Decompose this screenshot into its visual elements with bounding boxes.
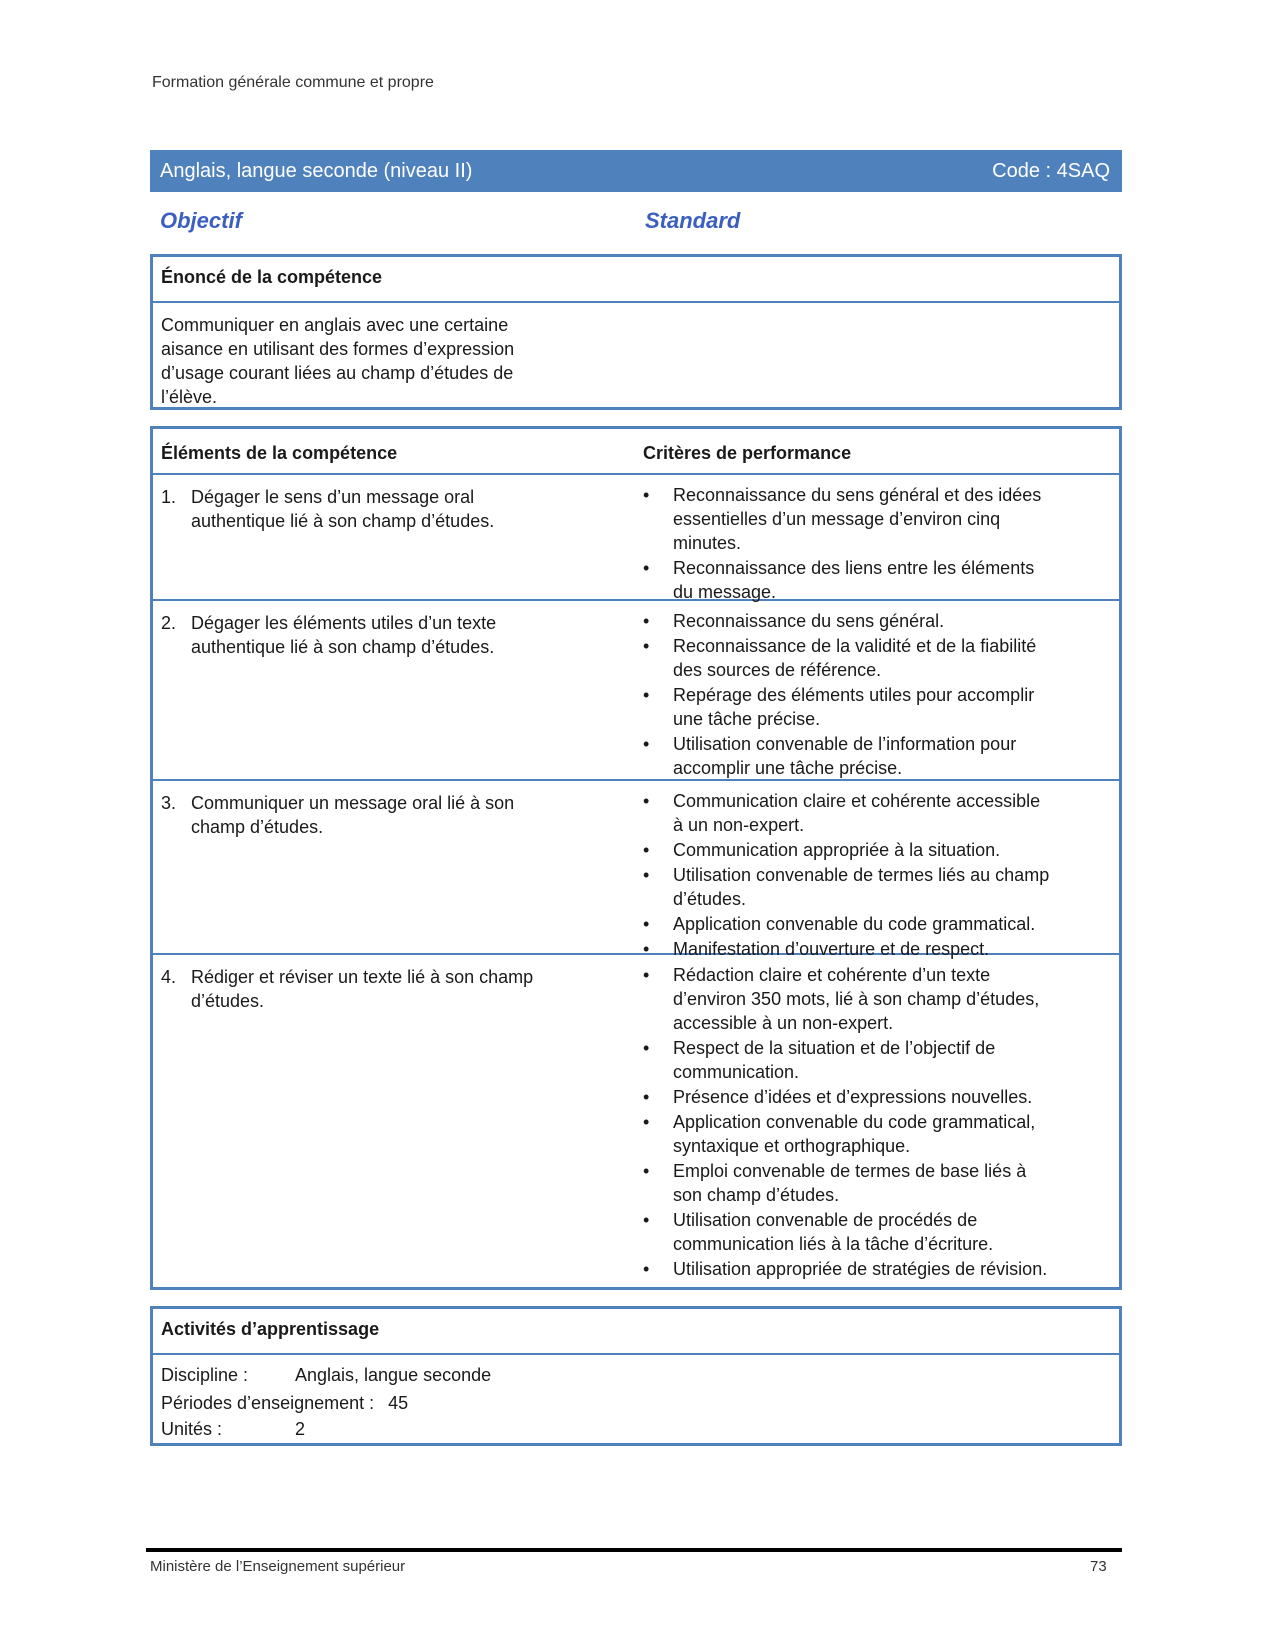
element-row bbox=[153, 781, 1119, 959]
element-number: 1. bbox=[161, 487, 177, 507]
element-line: Rédiger et réviser un texte lié à son champ bbox=[191, 967, 534, 987]
element-line: champ d’études. bbox=[191, 817, 324, 837]
criterion-line: Utilisation convenable de termes liés au champ bbox=[673, 865, 1050, 885]
criterion-line: Rédaction claire et cohérente d’un texte bbox=[673, 965, 991, 985]
element-description bbox=[191, 485, 581, 533]
bullet-icon: • bbox=[643, 840, 650, 860]
criteria-list bbox=[643, 609, 1103, 781]
discipline-line bbox=[161, 1365, 491, 1386]
criterion-line: d’études. bbox=[673, 889, 747, 909]
element-line: Dégager les éléments utiles d’un texte bbox=[191, 613, 497, 633]
criterion-line: du message. bbox=[673, 582, 777, 602]
heading-standard: Standard bbox=[645, 208, 741, 233]
bullet-icon: • bbox=[643, 965, 650, 985]
bullet-icon: • bbox=[643, 1161, 650, 1181]
element-line: authentique lié à son champ d’études. bbox=[191, 637, 495, 657]
criterion-line: Application convenable du code grammatical. bbox=[673, 914, 1036, 934]
criterion-line: Repérage des éléments utiles pour accomplir bbox=[673, 685, 1035, 705]
criterion-item bbox=[643, 1036, 1103, 1084]
element-row bbox=[153, 475, 1119, 601]
unites-line bbox=[161, 1419, 305, 1440]
element-line: d’études. bbox=[191, 991, 265, 1011]
bullet-icon: • bbox=[643, 1210, 650, 1230]
criterion-item bbox=[643, 863, 1103, 911]
page-number: 73 bbox=[1090, 1558, 1107, 1575]
criterion-item bbox=[643, 912, 1103, 936]
element-line: authentique lié à son champ d’études. bbox=[191, 511, 495, 531]
criterion-item bbox=[643, 683, 1103, 731]
criteria-list bbox=[643, 789, 1103, 962]
bullet-icon: • bbox=[643, 791, 650, 811]
bullet-icon: • bbox=[643, 558, 650, 578]
criterion-item bbox=[643, 556, 1103, 604]
criterion-line: syntaxique et orthographique. bbox=[673, 1136, 911, 1156]
criterion-line: Utilisation convenable de procédés de bbox=[673, 1210, 978, 1230]
criterion-line: Communication claire et cohérente accessible bbox=[673, 791, 1041, 811]
enonce-line: l’élève. bbox=[161, 387, 218, 407]
criteria-list bbox=[643, 963, 1103, 1282]
discipline-label: Discipline : bbox=[161, 1365, 249, 1385]
element-line: Communiquer un message oral lié à son bbox=[191, 793, 515, 813]
criterion-line: minutes. bbox=[673, 533, 742, 553]
criterion-line: Reconnaissance du sens général et des idées bbox=[673, 485, 1042, 505]
criterion-line: Utilisation convenable de l’information pour bbox=[673, 734, 1017, 754]
enonce-box bbox=[150, 254, 1122, 410]
criterion-item bbox=[643, 732, 1103, 780]
criterion-item bbox=[643, 789, 1103, 837]
footer-ministry: Ministère de l’Enseignement supérieur bbox=[150, 1558, 406, 1575]
element-number: 2. bbox=[161, 613, 177, 633]
criterion-line: Utilisation appropriée de stratégies de révision. bbox=[673, 1259, 1048, 1279]
element-description bbox=[191, 965, 581, 1013]
criterion-line: à un non-expert. bbox=[673, 815, 805, 835]
bullet-icon: • bbox=[643, 1259, 650, 1279]
criterion-line: Reconnaissance de la validité et de la fiabilité bbox=[673, 636, 1037, 656]
elements-column-header: Éléments de la compétence bbox=[161, 443, 398, 463]
criterion-line: des sources de référence. bbox=[673, 660, 882, 680]
bullet-icon: • bbox=[643, 865, 650, 885]
unites-value: 2 bbox=[295, 1419, 306, 1439]
criterion-line: d’environ 350 mots, lié à son champ d’études, bbox=[673, 989, 1040, 1009]
criterion-line: Emploi convenable de termes de base liés à bbox=[673, 1161, 1027, 1181]
criterion-line: essentielles d’un message d’environ cinq bbox=[673, 509, 1001, 529]
criterion-item bbox=[643, 483, 1103, 555]
periodes-label: Périodes d’enseignement : bbox=[161, 1393, 375, 1413]
bullet-icon: • bbox=[643, 485, 650, 505]
course-code: Code : 4SAQ bbox=[992, 159, 1110, 182]
criterion-item bbox=[643, 1159, 1103, 1207]
bullet-icon: • bbox=[643, 636, 650, 656]
bullet-icon: • bbox=[643, 1038, 650, 1058]
element-line: Dégager le sens d’un message oral bbox=[191, 487, 475, 507]
element-row bbox=[153, 601, 1119, 781]
discipline-value: Anglais, langue seconde bbox=[295, 1365, 492, 1385]
elements-table-header bbox=[153, 429, 1119, 475]
bullet-icon: • bbox=[643, 611, 650, 631]
criterion-line: Reconnaissance du sens général. bbox=[673, 611, 945, 631]
criterion-line: une tâche précise. bbox=[673, 709, 821, 729]
activites-box bbox=[150, 1306, 1122, 1446]
criterion-line: accessible à un non-expert. bbox=[673, 1013, 894, 1033]
element-description bbox=[191, 791, 581, 839]
criterion-item bbox=[643, 1110, 1103, 1158]
elements-table bbox=[150, 426, 1122, 1290]
element-description bbox=[191, 611, 581, 659]
element-row bbox=[153, 955, 1119, 1287]
footer-rule bbox=[146, 1548, 1122, 1552]
element-number: 4. bbox=[161, 967, 177, 987]
bullet-icon: • bbox=[643, 1112, 650, 1132]
course-title-bar bbox=[150, 150, 1122, 192]
criteria-list bbox=[643, 483, 1103, 605]
enonce-line: d’usage courant liées au champ d’études de bbox=[161, 363, 514, 383]
running-header: Formation générale commune et propre bbox=[152, 74, 434, 91]
criterion-item bbox=[643, 634, 1103, 682]
criterion-line: Présence d’idées et d’expressions nouvelles. bbox=[673, 1087, 1033, 1107]
criterion-line: son champ d’études. bbox=[673, 1185, 840, 1205]
criterion-item bbox=[643, 838, 1103, 862]
element-number: 3. bbox=[161, 793, 177, 813]
criterion-item bbox=[643, 609, 1103, 633]
enonce-title: Énoncé de la compétence bbox=[153, 257, 1119, 303]
criterion-item bbox=[643, 963, 1103, 1035]
criterion-line: Application convenable du code grammatical, bbox=[673, 1112, 1036, 1132]
bullet-icon: • bbox=[643, 939, 650, 959]
unites-label: Unités : bbox=[161, 1419, 223, 1439]
criterion-line: Communication appropriée à la situation. bbox=[673, 840, 1001, 860]
bullet-icon: • bbox=[643, 685, 650, 705]
criterion-line: accomplir une tâche précise. bbox=[673, 758, 903, 778]
enonce-line: Communiquer en anglais avec une certaine bbox=[161, 315, 509, 335]
criterion-line: Respect de la situation et de l’objectif de bbox=[673, 1038, 996, 1058]
criterion-item bbox=[643, 1208, 1103, 1256]
criteria-column-header: Critères de performance bbox=[643, 443, 852, 463]
objective-standard-headings bbox=[160, 208, 760, 236]
bullet-icon: • bbox=[643, 734, 650, 754]
criterion-item bbox=[643, 1257, 1103, 1281]
periodes-line bbox=[161, 1393, 408, 1414]
periodes-value: 45 bbox=[388, 1393, 409, 1413]
bullet-icon: • bbox=[643, 914, 650, 934]
criterion-item bbox=[643, 1085, 1103, 1109]
heading-objectif: Objectif bbox=[160, 208, 242, 233]
criterion-line: communication liés à la tâche d’écriture. bbox=[673, 1234, 994, 1254]
criterion-line: communication. bbox=[673, 1062, 800, 1082]
criterion-line: Manifestation d’ouverture et de respect. bbox=[673, 939, 990, 959]
enonce-line: aisance en utilisant des formes d’expression bbox=[161, 339, 515, 359]
enonce-text bbox=[161, 313, 581, 409]
activites-title: Activités d’apprentissage bbox=[153, 1309, 1119, 1355]
bullet-icon: • bbox=[643, 1087, 650, 1107]
criterion-line: Reconnaissance des liens entre les éléments bbox=[673, 558, 1035, 578]
course-title: Anglais, langue seconde (niveau II) bbox=[160, 159, 473, 182]
